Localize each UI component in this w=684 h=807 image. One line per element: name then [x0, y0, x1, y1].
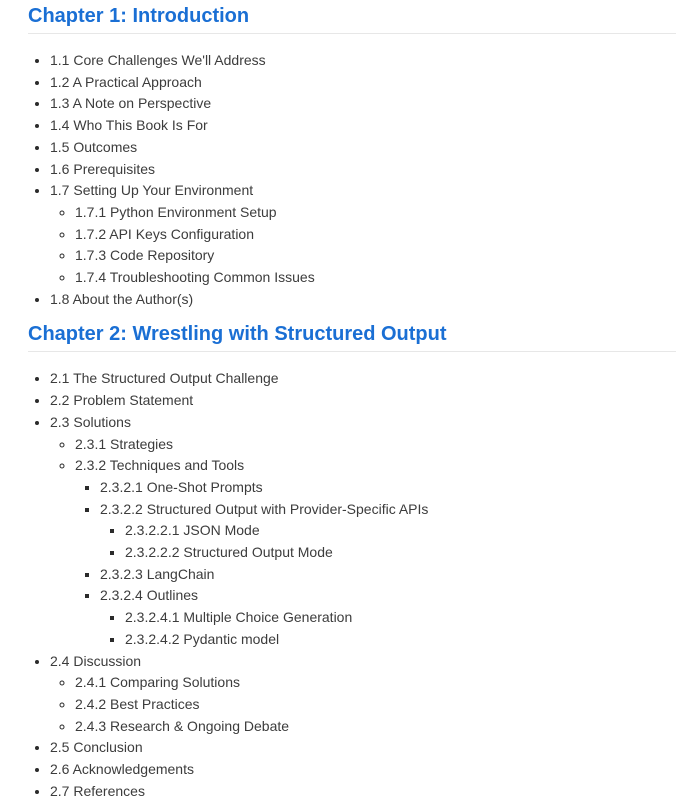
toc-list-level-1: [28, 368, 676, 802]
toc-item-label: 1.6 Prerequisites: [50, 160, 156, 177]
toc-item: [100, 585, 676, 650]
toc-list-level-3: [75, 477, 676, 651]
toc-item: [100, 499, 676, 564]
toc-item-label: 1.7.1 Python Environment Setup: [75, 203, 277, 220]
toc-item: [50, 180, 676, 289]
toc-item: [75, 716, 676, 738]
toc-item: [75, 202, 676, 224]
chapter-section-1: [28, 6, 676, 310]
toc-list-level-4: [100, 520, 676, 563]
toc-list-level-1: [28, 50, 676, 310]
toc-item-label: 2.4.1 Comparing Solutions: [75, 674, 240, 691]
toc-item: [75, 694, 676, 716]
toc-item: [50, 412, 676, 651]
toc-item: [50, 781, 676, 803]
toc-item-label: 1.7.2 API Keys Configuration: [75, 225, 254, 242]
toc-item-label: 2.3.2.2.1 JSON Mode: [125, 522, 260, 539]
toc-list-level-2: [50, 202, 676, 289]
chapter-heading-link[interactable]: Chapter 1: Introduction: [28, 6, 676, 34]
toc-item-label: 2.3.2 Techniques and Tools: [75, 457, 245, 474]
toc-item: [100, 477, 676, 499]
toc-item: [100, 564, 676, 586]
toc-item-label: 2.4.3 Research & Ongoing Debate: [75, 717, 290, 734]
toc-item-label: 2.3.2.3 LangChain: [100, 565, 215, 582]
toc-item-label: 2.3 Solutions: [50, 413, 131, 430]
chapter-section-2: [28, 324, 676, 802]
toc-item-label: 1.7.4 Troubleshooting Common Issues: [75, 269, 315, 286]
toc-list-level-4: [100, 607, 676, 650]
toc-item: [75, 455, 676, 650]
toc-item-label: 2.6 Acknowledgements: [50, 761, 194, 778]
toc-item: [75, 224, 676, 246]
toc-item: [50, 289, 676, 311]
chapters-container: [28, 6, 676, 803]
toc-item-label: 2.5 Conclusion: [50, 739, 143, 756]
toc-item: [125, 520, 676, 542]
toc-item-label: 1.1 Core Challenges We'll Address: [50, 52, 266, 68]
toc-item: [50, 737, 676, 759]
toc-item-label: 2.2 Problem Statement: [50, 392, 194, 409]
toc-item: [125, 629, 676, 651]
toc-item: [50, 159, 676, 181]
toc-item-label: 2.3.2.2.2 Structured Output Mode: [125, 544, 333, 561]
toc-item: [50, 390, 676, 412]
toc-item: [125, 542, 676, 564]
toc-item-label: 2.3.2.4.2 Pydantic model: [125, 630, 280, 647]
toc-item-label: 1.7.3 Code Repository: [75, 247, 215, 264]
toc-item: [125, 607, 676, 629]
toc-item-label: 1.8 About the Author(s): [50, 290, 194, 307]
toc-item-label: 2.4.2 Best Practices: [75, 695, 200, 712]
toc-item: [50, 93, 676, 115]
toc-item-label: 2.3.1 Strategies: [75, 435, 174, 452]
toc-item: [50, 137, 676, 159]
toc-item-label: 1.3 A Note on Perspective: [50, 95, 212, 112]
toc-item-label: 2.3.2.4 Outlines: [100, 587, 199, 604]
toc-item-label: 2.3.2.2 Structured Output with Provider-Specific APIs: [100, 500, 429, 517]
toc-item: [50, 115, 676, 137]
toc-item: [50, 651, 676, 738]
toc-item: [50, 368, 676, 390]
toc-item: [50, 759, 676, 781]
chapter-heading-link[interactable]: Chapter 2: Wrestling with Structured Output: [28, 324, 676, 352]
toc-item: [75, 267, 676, 289]
toc-item-label: 2.4 Discussion: [50, 652, 142, 669]
toc-item: [50, 50, 676, 72]
toc-item-label: 1.2 A Practical Approach: [50, 73, 202, 90]
toc-list-level-2: [50, 434, 676, 651]
toc-item-label: 2.7 References: [50, 782, 145, 799]
toc-item: [75, 434, 676, 456]
toc-list-level-2: [50, 672, 676, 737]
toc-item-label: 2.3.2.4.1 Multiple Choice Generation: [125, 609, 353, 626]
toc-item-label: 1.7 Setting Up Your Environment: [50, 182, 254, 199]
toc-item: [75, 245, 676, 267]
toc-item-label: 1.5 Outcomes: [50, 138, 138, 155]
toc-item: [50, 72, 676, 94]
toc-item-label: 2.1 The Structured Output Challenge: [50, 370, 279, 387]
toc-item-label: 2.3.2.1 One-Shot Prompts: [100, 478, 263, 495]
toc-item: [75, 672, 676, 694]
toc-item-label: 1.4 Who This Book Is For: [50, 117, 208, 134]
